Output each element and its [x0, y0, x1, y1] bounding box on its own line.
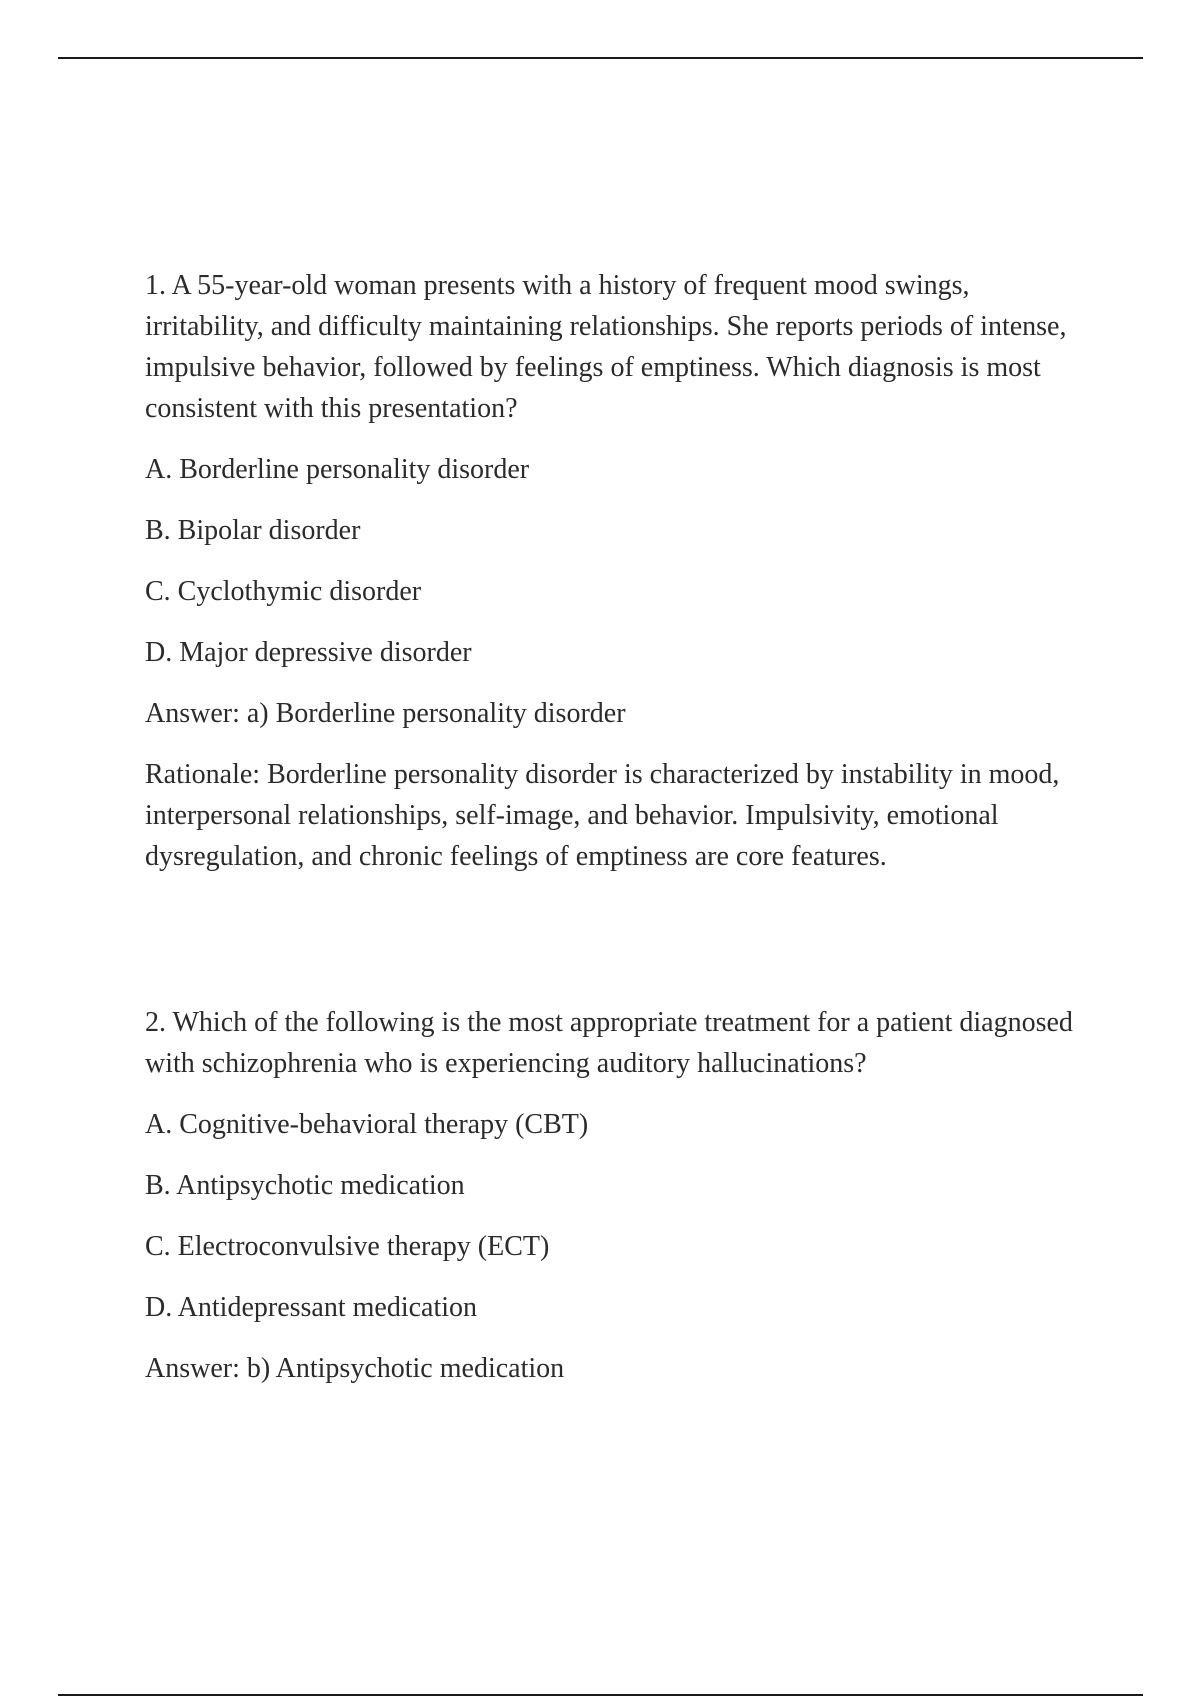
- option-a: A. Cognitive-behavioral therapy (CBT): [145, 1109, 589, 1140]
- option-d: D. Major depressive disorder: [145, 637, 472, 668]
- question-2: [145, 1002, 1095, 1409]
- option-d: D. Antidepressant medication: [145, 1292, 478, 1323]
- option-b: B. Bipolar disorder: [145, 515, 361, 546]
- option-b: B. Antipsychotic medication: [145, 1170, 465, 1201]
- header-rule: [58, 57, 1143, 59]
- option-a: A. Borderline personality disorder: [145, 454, 530, 485]
- rationale: Rationale: Borderline personality disorder is characterized by instability in mood, interpersonal relationships, self-image, and behavior. Impulsivity, emotional dysregulation, and chronic feelings of emptiness are core features.: [145, 759, 1060, 872]
- question-text: 1. A 55-year-old woman presents with a history of frequent mood swings, irritability, and difficulty maintaining relationships. She reports periods of intense, impulsive behavior, followed by feelings of emptiness. Which diagnosis is most consistent with this presentation?: [145, 270, 1067, 424]
- footer-rule: [58, 1694, 1143, 1696]
- option-c: C. Cyclothymic disorder: [145, 576, 422, 607]
- question-text: 2. Which of the following is the most appropriate treatment for a patient diagnosed with schizophrenia who is experiencing auditory hallucinations?: [145, 1007, 1073, 1079]
- option-c: C. Electroconvulsive therapy (ECT): [145, 1231, 550, 1262]
- answer: Answer: a) Borderline personality disorder: [145, 698, 626, 729]
- answer: Answer: b) Antipsychotic medication: [145, 1353, 565, 1384]
- question-1: [145, 265, 1095, 877]
